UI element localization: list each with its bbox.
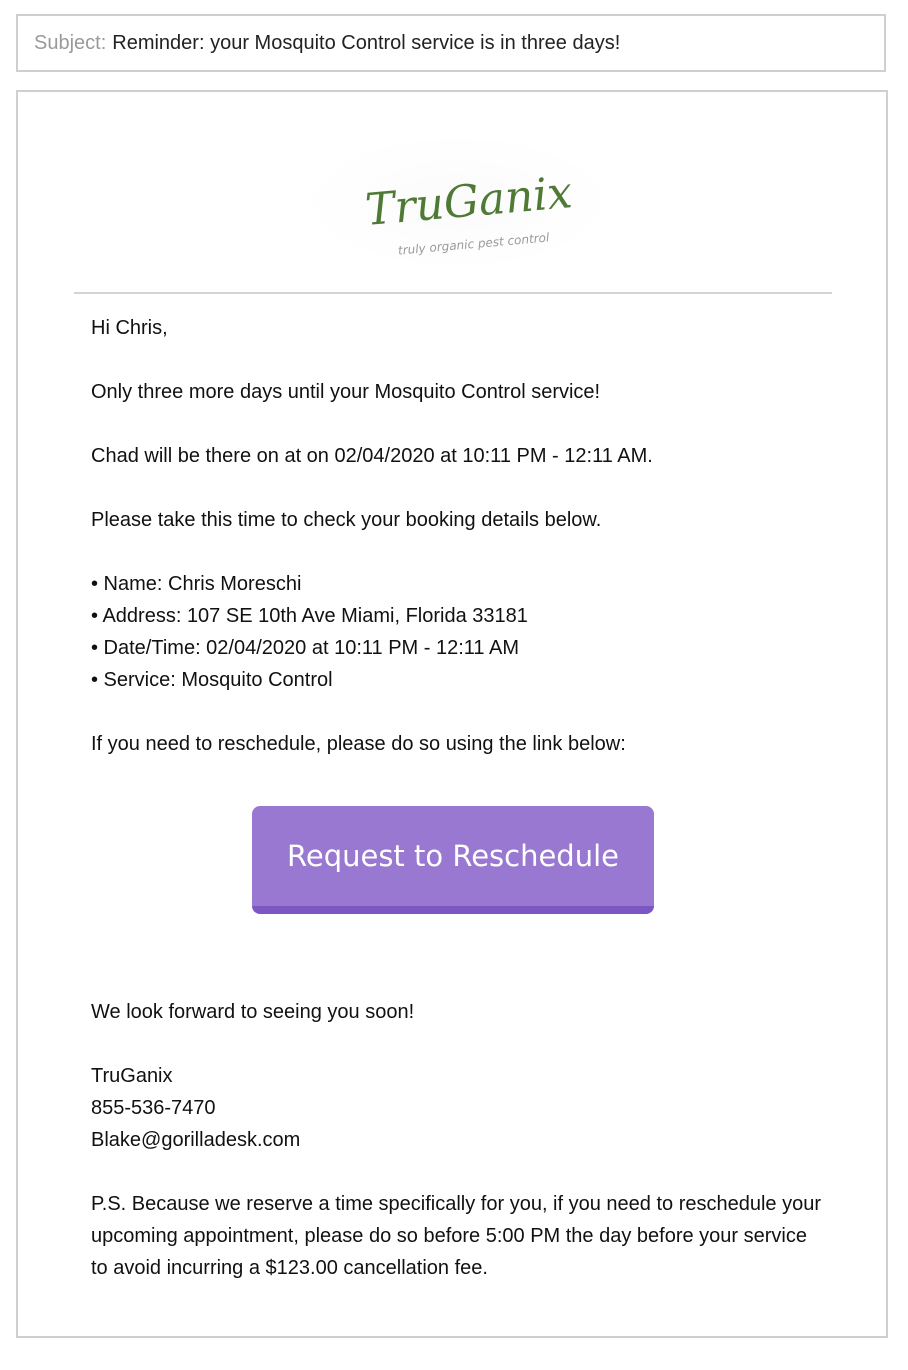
closing-line: We look forward to seeing you soon! [91,1001,415,1023]
check-details-prompt: Please take this time to check your booking details below. [91,509,602,531]
signature-phone: 855-536-7470 [91,1097,216,1119]
request-to-reschedule-button[interactable] [252,806,654,914]
header-divider [74,292,832,294]
booking-detail-address: • Address: 107 SE 10th Ave Miami, Florida 33181 [91,605,528,627]
truganix-logo-icon [298,132,618,272]
technician-line: Chad will be there on at on 02/04/2020 at 10:11 PM - 12:11 AM. [91,445,653,467]
email-subject-bar [16,14,886,72]
postscript: P.S. Because we reserve a time specifically for you, if you need to reschedule your upcoming appointment, please do so before 5:00 PM the day before your service to avoid incurring a $123.00 cancellation fee. [91,1193,822,1279]
booking-detail-service: • Service: Mosquito Control [91,669,333,691]
signature-email: Blake@gorilladesk.com [91,1129,301,1151]
signature-company: TruGanix [91,1065,173,1087]
booking-detail-datetime: • Date/Time: 02/04/2020 at 10:11 PM - 12:11 AM [91,637,519,659]
company-logo [298,132,618,272]
booking-detail-name: • Name: Chris Moreschi [91,573,302,595]
subject-text: Reminder: your Mosquito Control service is in three days! [112,31,621,54]
request-to-reschedule-label: Request to Reschedule [287,839,619,873]
subject-label: Subject: [34,31,107,54]
email-body [16,90,888,1338]
greeting: Hi Chris, [91,317,168,339]
logo-brand-text: TruGanix [363,167,575,236]
intro-line: Only three more days until your Mosquito Control service! [91,381,601,403]
logo-tagline-text: truly organic pest control [397,230,550,258]
reschedule-prompt: If you need to reschedule, please do so using the link below: [91,733,626,755]
